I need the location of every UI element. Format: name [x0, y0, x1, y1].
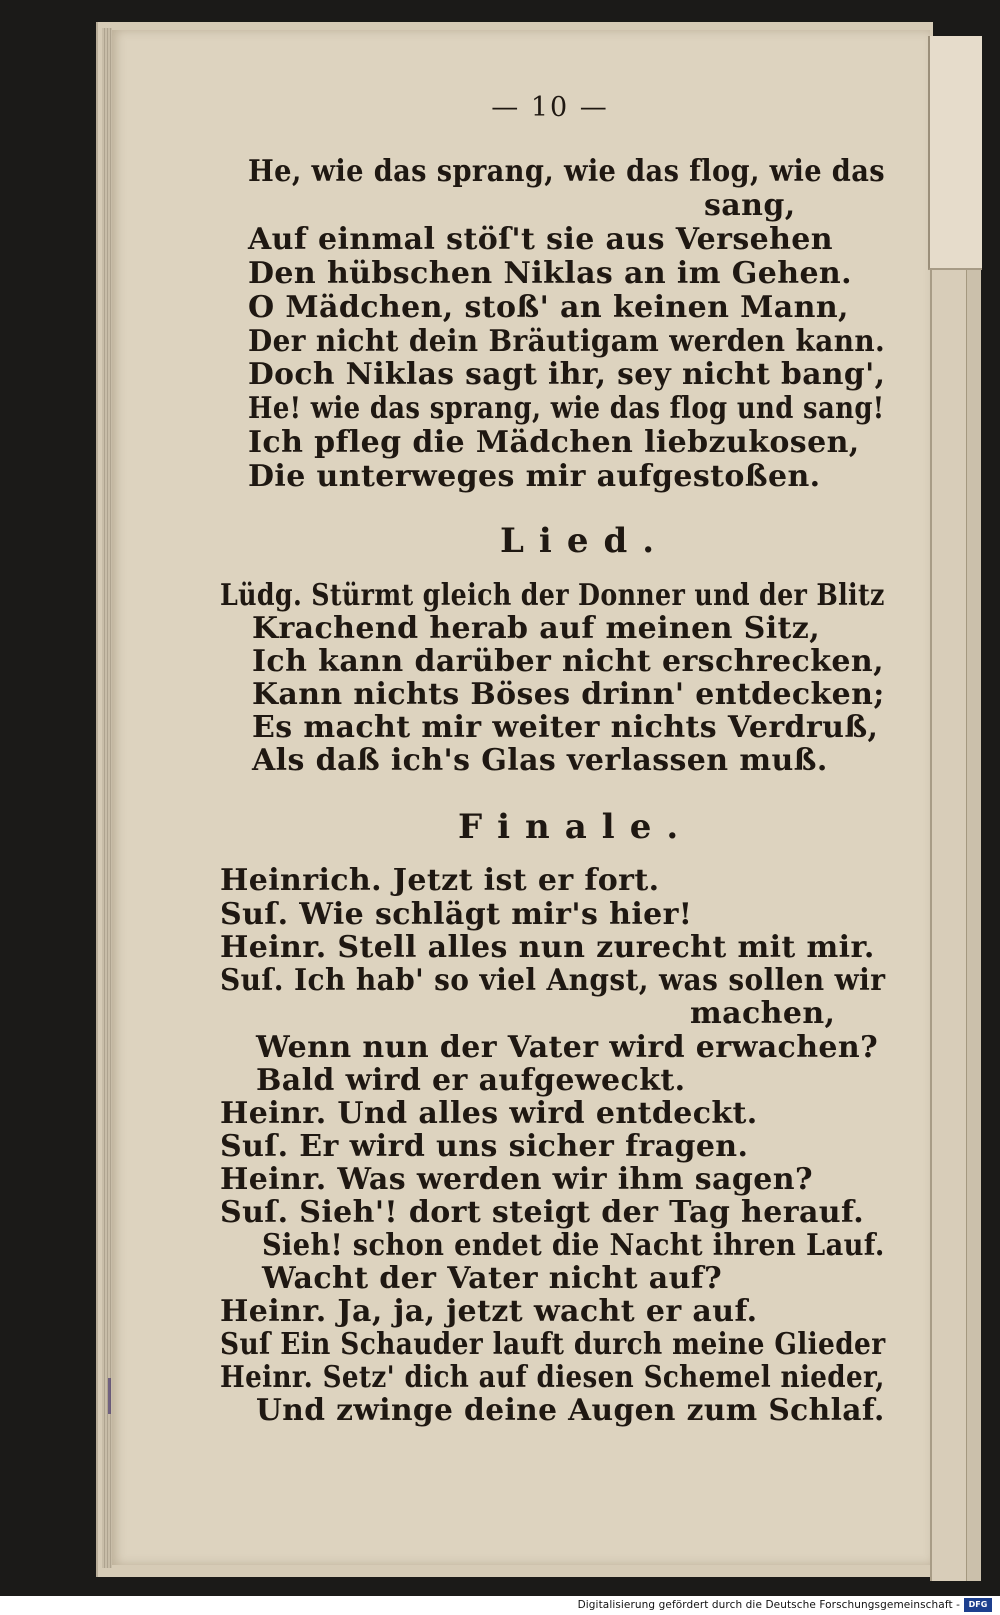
- digitization-credit: Digitalisierung gefördert durch die Deutsche Forschungsgemeinschaft -: [577, 1599, 960, 1611]
- verse-line: Als daß ich's Glas verlassen muß.: [252, 743, 828, 778]
- dialogue-line: Heinr. Und alles wird entdeckt.: [220, 1096, 758, 1131]
- verse-line: Kann nichts Böses drinn' entdecken;: [252, 677, 885, 712]
- dialogue-line: Suſ. Er wird uns sicher fragen.: [220, 1129, 749, 1164]
- dialogue-line: Heinr. Setz' dich auf diesen Schemel nieder,: [220, 1360, 885, 1395]
- verse-line: Krachend herab auf meinen Sitz,: [252, 611, 821, 646]
- dialogue-line: Bald wird er aufgeweckt.: [256, 1063, 686, 1098]
- verse-line: Die unterweges mir aufgestoßen.: [248, 459, 821, 494]
- dialogue-line: Heinr. Ja, ja, jetzt wacht er auf.: [220, 1294, 758, 1329]
- verse-line: Es macht mir weiter nichts Verdruß,: [252, 710, 879, 745]
- heading-lied: Lied.: [500, 521, 670, 561]
- verse-line: Doch Niklas sagt ihr, sey nicht bang',: [248, 357, 886, 392]
- page-number: — 10 —: [491, 92, 609, 123]
- dialogue-line: Suſ. Sieh'! dort steigt der Tag herauf.: [220, 1195, 865, 1230]
- dialogue-line: Sieh! schon endet die Nacht ihren Lauf.: [262, 1228, 885, 1263]
- dialogue-line: Suſ. Wie schlägt mir's hier!: [220, 897, 693, 932]
- verse-line: He, wie das sprang, wie das flog, wie das: [248, 154, 885, 189]
- verse-line: Ich pfleg die Mädchen liebzukosen,: [248, 425, 860, 460]
- dialogue-line: Heinrich. Jetzt ist er fort.: [220, 863, 660, 898]
- verse-line: Ich kann darüber nicht erschrecken,: [252, 644, 884, 679]
- verse-line: Den hübschen Niklas an im Gehen.: [248, 256, 852, 291]
- dialogue-line: Wacht der Vater nicht auf?: [262, 1261, 723, 1296]
- dialogue-line: Und zwinge deine Augen zum Schlaf.: [256, 1393, 885, 1428]
- dialogue-line: Heinr. Was werden wir ihm sagen?: [220, 1162, 813, 1197]
- dialogue-line: Wenn nun der Vater wird erwachen?: [256, 1030, 879, 1065]
- dfg-logo-icon: DFG: [964, 1598, 992, 1612]
- verse-line: He! wie das sprang, wie das flog und sang!: [248, 391, 885, 426]
- verse-line: Der nicht dein Bräutigam werden kann.: [248, 324, 886, 359]
- dialogue-line: machen,: [690, 996, 836, 1031]
- verse-line: Lüdg. Stürmt gleich der Donner und der Blitz: [220, 578, 885, 613]
- dialogue-line: Suſ. Ich hab' so viel Angst, was sollen wir: [220, 963, 886, 998]
- verse-line: sang,: [704, 188, 796, 223]
- dialogue-line: Suſ Ein Schauder lauft durch meine Glieder: [220, 1327, 886, 1362]
- heading-finale: Finale.: [458, 807, 694, 847]
- verse-line: Auf einmal stöſ't sie aus Versehen: [248, 222, 834, 257]
- verse-line: O Mädchen, stoß' an keinen Mann,: [248, 290, 849, 325]
- dialogue-line: Heinr. Stell alles nun zurecht mit mir.: [220, 930, 875, 965]
